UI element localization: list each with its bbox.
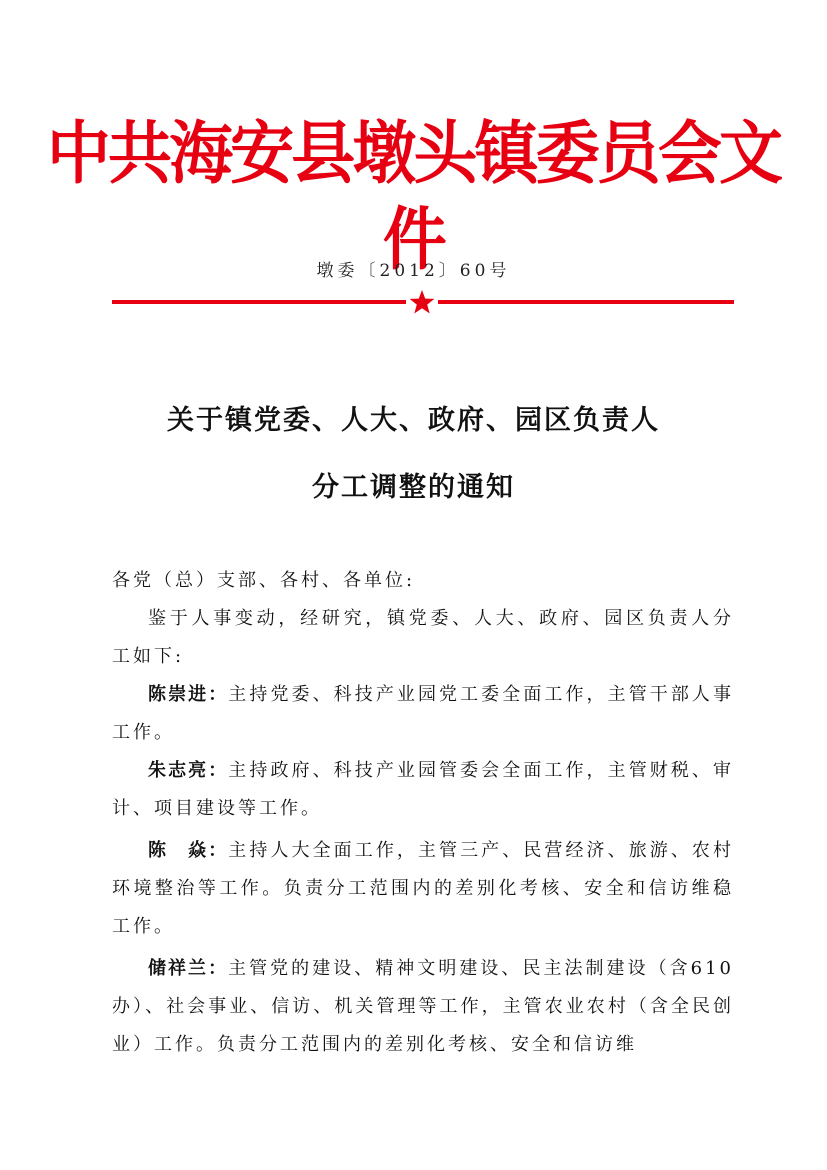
intro-paragraph: 鉴于人事变动，经研究，镇党委、人大、政府、园区负责人分工如下:: [112, 608, 734, 667]
notice-title-line-1: 关于镇党委、人大、政府、园区负责人: [167, 405, 660, 436]
assignment-paragraph: [112, 950, 734, 1064]
assignee-name: 陈 焱：: [148, 840, 229, 861]
assignment-text: 主持党委、科技产业园党工委全面工作，主管干部人事工作。: [112, 684, 734, 743]
red-divider-right: [438, 300, 734, 304]
assignment-text: 主持政府、科技产业园管委会全面工作，主管财税、审计、项目建设等工作。: [112, 760, 734, 819]
notice-title-line-2: 分工调整的通知: [312, 472, 515, 503]
assignee-name: 朱志亮：: [148, 760, 229, 781]
salutation: 各党（总）支部、各村、各单位:: [112, 570, 416, 591]
star-icon: [409, 289, 435, 315]
red-divider-left: [112, 300, 406, 304]
assignment-paragraph: [112, 832, 734, 946]
assignment-paragraph: [112, 752, 734, 828]
assignee-name: 陈崇进：: [148, 684, 229, 705]
assignment-text: 主持人大全面工作，主管三产、民营经济、旅游、农村环境整治等工作。负责分工范围内的差别化考核、安全和信访维稳工作。: [112, 840, 734, 937]
assignee-name: 储祥兰：: [148, 958, 229, 979]
document-header-title: 中共海安县墩头镇委员会文件: [46, 115, 781, 280]
assignment-text: 主管党的建设、精神文明建设、民主法制建设（含610办）、社会事业、信访、机关管理等工作，主管农业农村（含全民创业）工作。负责分工范围内的差别化考核、安全和信访维: [112, 958, 735, 1055]
assignment-paragraph: [112, 676, 734, 752]
document-number: 墩委〔2012〕60号: [316, 261, 511, 281]
